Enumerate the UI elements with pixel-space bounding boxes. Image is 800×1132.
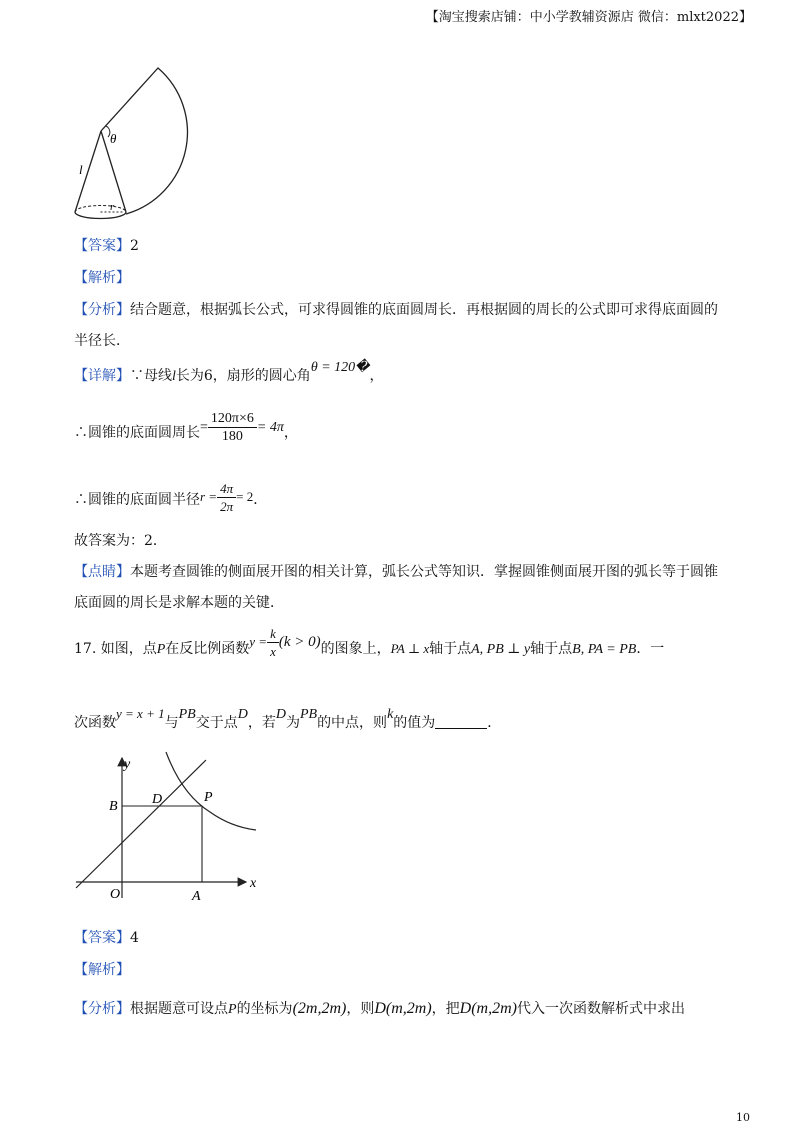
q17-fenxi-e: 代入一次函数解析式中求出 bbox=[516, 1001, 685, 1017]
fenxi-line-2: 半径长． bbox=[74, 333, 130, 349]
q17-condition: (k > 0) bbox=[278, 634, 321, 650]
pb-pa-segments bbox=[122, 806, 202, 882]
detail-2-denominator: 180 bbox=[221, 428, 243, 444]
detail-2-text: ∴圆锥的底面圆周长 bbox=[74, 425, 200, 441]
detail-3-numerator: 4π bbox=[217, 480, 236, 498]
label-P: P bbox=[204, 790, 213, 805]
detail-2-fraction bbox=[208, 410, 257, 445]
q17-l2-text-g: 的中点，则 bbox=[317, 715, 388, 731]
coordinate-figure bbox=[70, 748, 270, 908]
detail-3-text: ∴圆锥的底面圆半径 bbox=[74, 492, 200, 508]
q17-l2-pb: PB bbox=[178, 707, 196, 722]
q17-l2-text-h: 的值为 bbox=[393, 715, 436, 731]
fenxi-tag: 【分析】 bbox=[74, 302, 130, 318]
q17-a-pb: A, PB ⊥ y bbox=[471, 642, 531, 657]
q17-line-1 bbox=[74, 623, 664, 676]
detail-1-end: ， bbox=[369, 368, 384, 384]
conclusion: 故答案为：2． bbox=[74, 533, 167, 549]
answer-tag: 【答案】 bbox=[74, 238, 130, 254]
detail-line-3 bbox=[74, 480, 267, 520]
q17-fraction bbox=[267, 625, 279, 660]
q17-l2-end: ． bbox=[487, 715, 502, 731]
detail-tag: 【详解】 bbox=[74, 368, 130, 384]
detail-1-text-a: ∵母线 bbox=[130, 368, 172, 384]
q16-answer-line bbox=[74, 236, 139, 256]
q17-text-1: 在反比例函数 bbox=[165, 641, 250, 657]
q17-number: 17. 如图，点 bbox=[74, 641, 157, 657]
fenxi-line-1 bbox=[74, 300, 718, 320]
detail-3-fraction bbox=[217, 480, 236, 515]
q17-fenxi-c: ，则 bbox=[346, 1001, 375, 1017]
q17-l2-text-b: 与 bbox=[164, 715, 179, 731]
q17-answer-value: 4 bbox=[130, 930, 139, 946]
detail-3-r: r = bbox=[200, 489, 218, 504]
q17-fenxi-coord-2: D(m,2m) bbox=[374, 1000, 432, 1017]
page-header: 【淘宝搜索店铺：中小学教辅资源店 微信：mlxt2022】 bbox=[425, 10, 752, 25]
detail-1-l: l bbox=[172, 369, 176, 384]
q17-linear-fn: y = x + 1 bbox=[116, 706, 165, 721]
r-label: r bbox=[110, 201, 115, 213]
detail-2-end: ， bbox=[283, 425, 298, 441]
q17-fenxi-coord-1: (2m,2m) bbox=[292, 1000, 347, 1017]
label-O: O bbox=[110, 887, 121, 902]
q17-text-5: ．一 bbox=[636, 641, 665, 657]
dianjing-line-2: 底面圆的周长是求解本题的关键． bbox=[74, 595, 284, 611]
q17-l2-text-a: 次函数 bbox=[74, 715, 116, 731]
answer-value: 2 bbox=[130, 238, 139, 254]
fenxi-text-1: 结合题意，根据弧长公式，可求得圆锥的底面圆周长．再根据圆的周长的公式即可求得底面圆的 bbox=[130, 302, 718, 318]
dianjing-text-1: 本题考查圆锥的侧面展开图的相关计算，弧长公式等知识．掌握圆锥侧面展开图的弧长等于圆锥 bbox=[130, 564, 718, 580]
q17-l2-d2: D bbox=[275, 707, 286, 722]
q17-fenxi-tag: 【分析】 bbox=[74, 1001, 130, 1017]
detail-2-numerator: 120π×6 bbox=[208, 410, 257, 428]
detail-3-end: ． bbox=[253, 492, 268, 508]
q17-fenxi-p: P bbox=[228, 1002, 237, 1017]
label-A: A bbox=[192, 889, 201, 904]
page-number: 10 bbox=[736, 1111, 750, 1124]
q17-l2-text-f: 为 bbox=[285, 715, 300, 731]
detail-1-text-b: 长为6，扇形的圆心角 bbox=[175, 368, 311, 384]
detail-3-result: = 2 bbox=[236, 489, 254, 504]
q17-text-3: 轴于点 bbox=[429, 641, 472, 657]
q17-pa-perp: PA ⊥ x bbox=[390, 641, 430, 656]
q17-l2-text-e: ，若 bbox=[247, 715, 276, 731]
q17-line-2 bbox=[74, 707, 501, 740]
cone-sector-figure bbox=[66, 62, 266, 224]
q17-l2-d: D bbox=[237, 707, 248, 722]
q17-l2-text-c: 交于点 bbox=[195, 715, 238, 731]
label-D: D bbox=[152, 792, 163, 807]
l-label: l bbox=[79, 162, 83, 177]
q17-y-eq: y = bbox=[249, 634, 268, 649]
q17-fenxi-b: 的坐标为 bbox=[236, 1001, 293, 1017]
theta-label: θ bbox=[110, 131, 117, 146]
analysis-tag: 【解析】 bbox=[74, 270, 130, 286]
q17-fenxi-line bbox=[74, 995, 685, 1024]
q17-frac-num: k bbox=[267, 625, 279, 643]
detail-2-result: = 4π bbox=[256, 420, 284, 435]
detail-1-theta: θ = 120� bbox=[310, 360, 370, 375]
q17-p: P bbox=[156, 642, 166, 657]
q17-answer-tag: 【答案】 bbox=[74, 930, 130, 946]
q17-text-4: 轴于点 bbox=[530, 641, 573, 657]
detail-line-1 bbox=[74, 360, 384, 387]
q17-fenxi-coord-3: D(m,2m) bbox=[459, 1000, 517, 1017]
label-x: x bbox=[250, 876, 257, 891]
q17-fenxi-a: 根据题意可设点 bbox=[130, 1001, 228, 1017]
label-B: B bbox=[109, 799, 118, 814]
dianjing-tag: 【点睛】 bbox=[74, 564, 130, 580]
q17-l2-pb2: PB bbox=[299, 707, 318, 722]
detail-3-denominator: 2π bbox=[220, 498, 234, 514]
q17-analysis-tag: 【解析】 bbox=[74, 962, 130, 978]
q17-answer-line bbox=[74, 928, 139, 948]
dianjing-line-1 bbox=[74, 562, 718, 582]
detail-2-eq: = bbox=[200, 420, 208, 435]
linear-function-line bbox=[76, 760, 206, 888]
label-y: y bbox=[124, 757, 131, 772]
q17-b-eq: B, PA = PB bbox=[572, 642, 637, 657]
q17-l2-k: k bbox=[387, 707, 394, 722]
q17-text-2: 的图象上， bbox=[320, 641, 391, 657]
detail-line-2 bbox=[74, 410, 298, 454]
answer-blank bbox=[435, 714, 487, 729]
q17-fenxi-d: ，把 bbox=[431, 1001, 460, 1017]
q17-frac-den: x bbox=[270, 643, 276, 659]
